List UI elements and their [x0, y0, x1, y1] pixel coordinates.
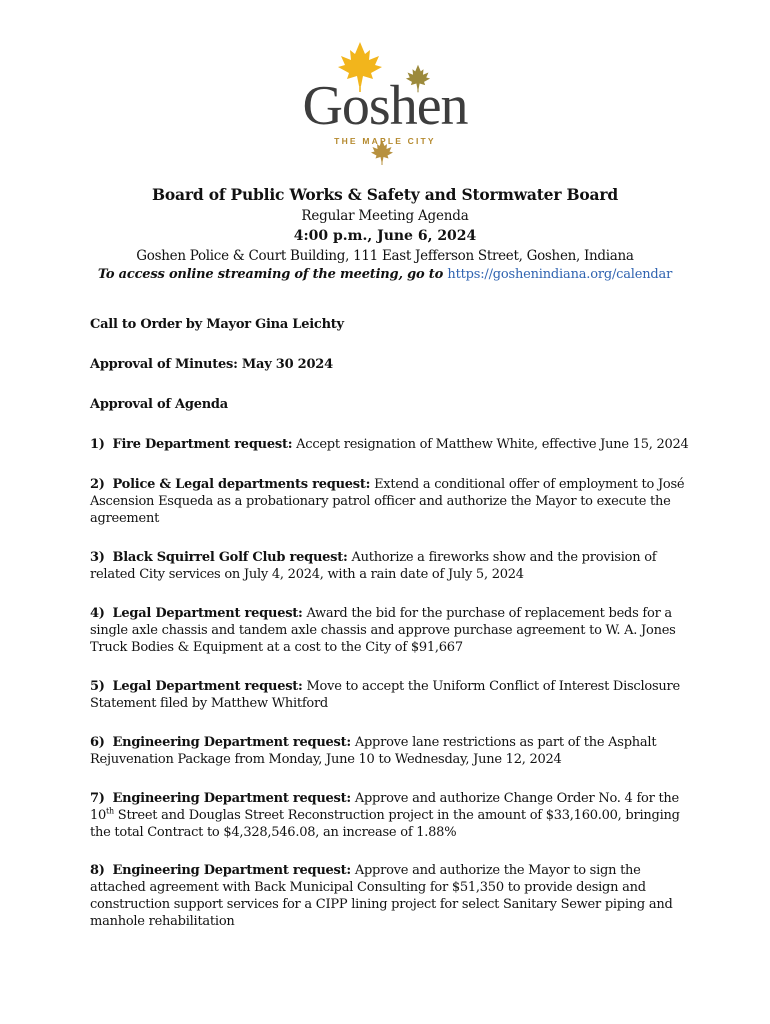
agenda-item-3: 3) Black Squirrel Golf Club request: Authorize a fireworks show and the provision of related City services on July 4, 2024, with a rain date of July 5, 2024: [90, 550, 657, 582]
meeting-location: Goshen Police & Court Building, 111 East Jefferson Street, Goshen, Indiana: [136, 248, 634, 264]
agenda-item-5: 5) Legal Department request: Move to accept the Uniform Conflict of Interest Disclosure Statement filed by Matthew Whitford: [90, 679, 680, 711]
agenda-item-7: 7) Engineering Department request: Approve and authorize Change Order No. 4 for the 10th Street and Douglas Street Reconstruction project in the amount of $33,160.00, bringing the total Contract to $4,328,546.08, an increase of 1.88%: [90, 791, 680, 840]
streaming-lead: To access online streaming of the meeting, go to: [97, 267, 448, 282]
agenda-header: [40, 184, 730, 284]
logo-wordmark: Goshen: [302, 75, 468, 137]
approval-of-minutes: Approval of Minutes: May 30 2024: [90, 357, 333, 372]
approval-of-agenda: Approval of Agenda: [90, 397, 228, 412]
logo-tagline: THE MAPLE CITY: [334, 136, 436, 146]
board-title: Board of Public Works & Safety and Stormwater Board: [152, 185, 618, 204]
streaming-note: [40, 266, 730, 284]
agenda-item-6: 6) Engineering Department request: Approve lane restrictions as part of the Asphalt Rejuvenation Package from Monday, June 10 to Wednesday, June 12, 2024: [90, 735, 657, 767]
agenda-item-4: 4) Legal Department request: Award the bid for the purchase of replacement beds for a single axle chassis and tandem axle chassis and approve purchase agreement to W. A. Jones Truck Bodies & Equipment at a cost to the City of $91,667: [90, 606, 676, 655]
agenda-item-8: 8) Engineering Department request: Approve and authorize the Mayor to sign the attached agreement with Back Municipal Consulting for $51,350 to provide design and construction support services for a CIPP lining project for select Sanitary Sewer piping and manhole rehabilitation: [90, 863, 673, 929]
meeting-type: Regular Meeting Agenda: [301, 208, 469, 224]
calendar-link[interactable]: https://goshenindiana.org/calendar: [447, 267, 673, 282]
agenda-item-1: 1) Fire Department request: Accept resignation of Matthew White, effective June 15, 2024: [90, 437, 689, 452]
agenda-item-2: 2) Police & Legal departments request: Extend a conditional offer of employment to José Ascension Esqueda as a probationary patrol officer and authorize the Mayor to execute the agreement: [90, 477, 685, 526]
meeting-time: 4:00 p.m., June 6, 2024: [293, 228, 477, 244]
call-to-order: Call to Order by Mayor Gina Leichty: [90, 317, 344, 332]
goshen-logo: [288, 40, 482, 168]
